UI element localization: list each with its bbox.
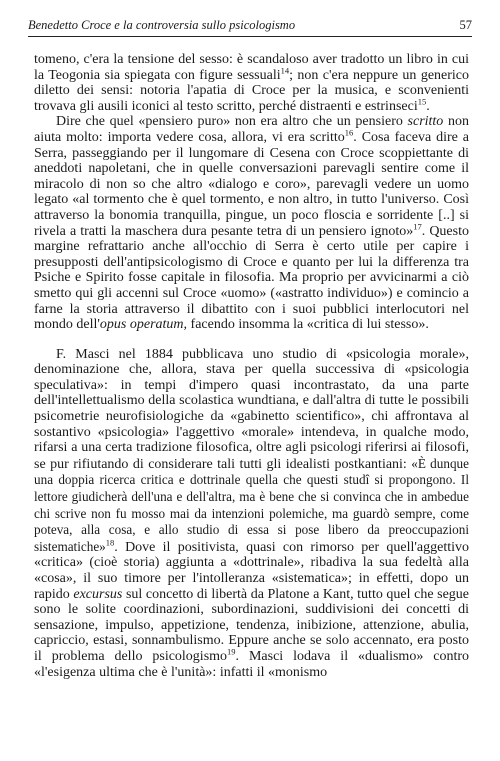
emphasis: scritto xyxy=(407,114,444,130)
text-run: Dire che quel «pensiero puro» non era altro che un pensiero xyxy=(56,114,408,130)
running-title: Benedetto Croce e la controversia sullo psicologismo xyxy=(28,18,296,32)
page-number: 57 xyxy=(459,18,472,32)
footnote-ref: 15 xyxy=(417,96,427,107)
text-run: facendo insomma la «critica di lui stesso». xyxy=(187,317,429,333)
block-quotation: «È dunque una doppia ricerca critica e dottrinale quella che questi studî si propongono. Il lettore giudicherà dell'una e dell'altra, ma è bene che si convinca che in ambedue chi scrive non fu mosso mai da intenzioni polemiche, ma guardò sempre, come poteva, alla cosa, e allo studio di essa si pose libero da preoccupazioni sistematiche» xyxy=(34,455,469,554)
footnote-ref: 14 xyxy=(280,64,290,75)
text-run: . Dove il positivista, quasi con rimorso per quell'aggettivo «critica» (cioè storia) aggiunta a «dottrinale», ribadiva la sua fedeltà alla «cosa», il suo timore per l'intolleranza «sistematica»; in effetti, dopo un rapido xyxy=(34,539,469,602)
text-run: . Cosa faceva dire a Serra, passeggiando per il lungomare di Cesena con Croce scoppiettante di aneddoti napoletani, che in quelle conversazioni parevagli sentire come il miracolo di non so che altro «dialogo e coro», parevagli vedere un uomo legato «al tormento che è quel tormento, e non altro, in tutto l'universo. Così attraverso la bonomia tranquilla, pingue, un poco floscia e sorridente [..] si rivela a tratti la maschera dura pesante tetra di un pensiero ignoto» xyxy=(34,129,469,239)
footnote-ref: 17 xyxy=(413,220,422,231)
text-run: tomeno, c'era la tensione del sesso: è scandaloso aver tradotto un libro in cui la Teogonia sia spiegata con figure sessuali xyxy=(34,52,469,83)
footnote-ref: 18 xyxy=(105,537,115,548)
text-run: . Masci lodava il «dualismo» contro «l'esigenza ultima che è l'unità»: infatti il «monismo xyxy=(34,648,469,680)
text-run: . xyxy=(426,98,430,114)
footnote-ref: 19 xyxy=(227,646,236,657)
running-header xyxy=(28,14,472,37)
paragraph-1 xyxy=(34,52,469,114)
text-run: . Questo margine refrattario anche all'occhio di Serra è certo utile per capire i presupposti dell'antipsicologismo di Croce e quanto per lui la differenza tra Psiche e Spirito fosse capitale in filosofia. Ma proprio per avvicinarmi a ciò smetto qui gli accenni sul Croce «uomo» («astratto individuo») e comincio a farne la storia attraverso il dibattito con i suoi pubblici interlocutori nel mondo dell' xyxy=(34,223,469,333)
text-run: non aiuta molto: importa vedere cosa, allora, vi era scritto xyxy=(34,114,469,145)
text-run: sul concetto di libertà da Platone a Kant, tutto quel che segue sono le solite coordinazioni, subordinazioni, suddivisioni dei concetti di sensazione, impulso, appetizione, tendenza, inibizione, attenzione, abulia, capriccio, estasi, sonnambulismo. Eppure anche se solo accennato, era posto il problema dello psicologismo xyxy=(34,586,470,664)
text-run: F. Masci nel 1884 pubblicava uno studio di «psicologia morale», denominazione che, allora, stava per quella successiva di «psicologia speculativa»: in tempi d'impero quasi incontrastato, da una parte dell'intellettualismo della scolastica wundtiana, e dall'altra di tutte le possibili psicometrie neurofisiologiche da «gabinetto scientifico», chi affrontava al sostantivo «psicologia» l'aggettivo «morale» intendeva, in qualche modo, rifarsi a una certa tradizione filosofica, oltre agli psicologi riferirsi ai filosofi, se pur rifiutando di considerare tali tutti gli idealisti postkantiani: xyxy=(34,346,469,472)
page-body xyxy=(34,52,469,680)
text-run: ; non c'era neppure un generico diletto dei sensi: notoria l'apatia di Croce per la musica, e sconvenienti trovava gli ausili iconici al testo scritto, perché distraenti e estrinseci xyxy=(34,67,470,114)
paragraph-3 xyxy=(34,347,469,680)
footnote-ref: 16 xyxy=(344,127,354,138)
emphasis: excursus xyxy=(73,586,123,602)
paragraph-2 xyxy=(34,114,469,332)
emphasis: opus operatum, xyxy=(99,317,188,333)
